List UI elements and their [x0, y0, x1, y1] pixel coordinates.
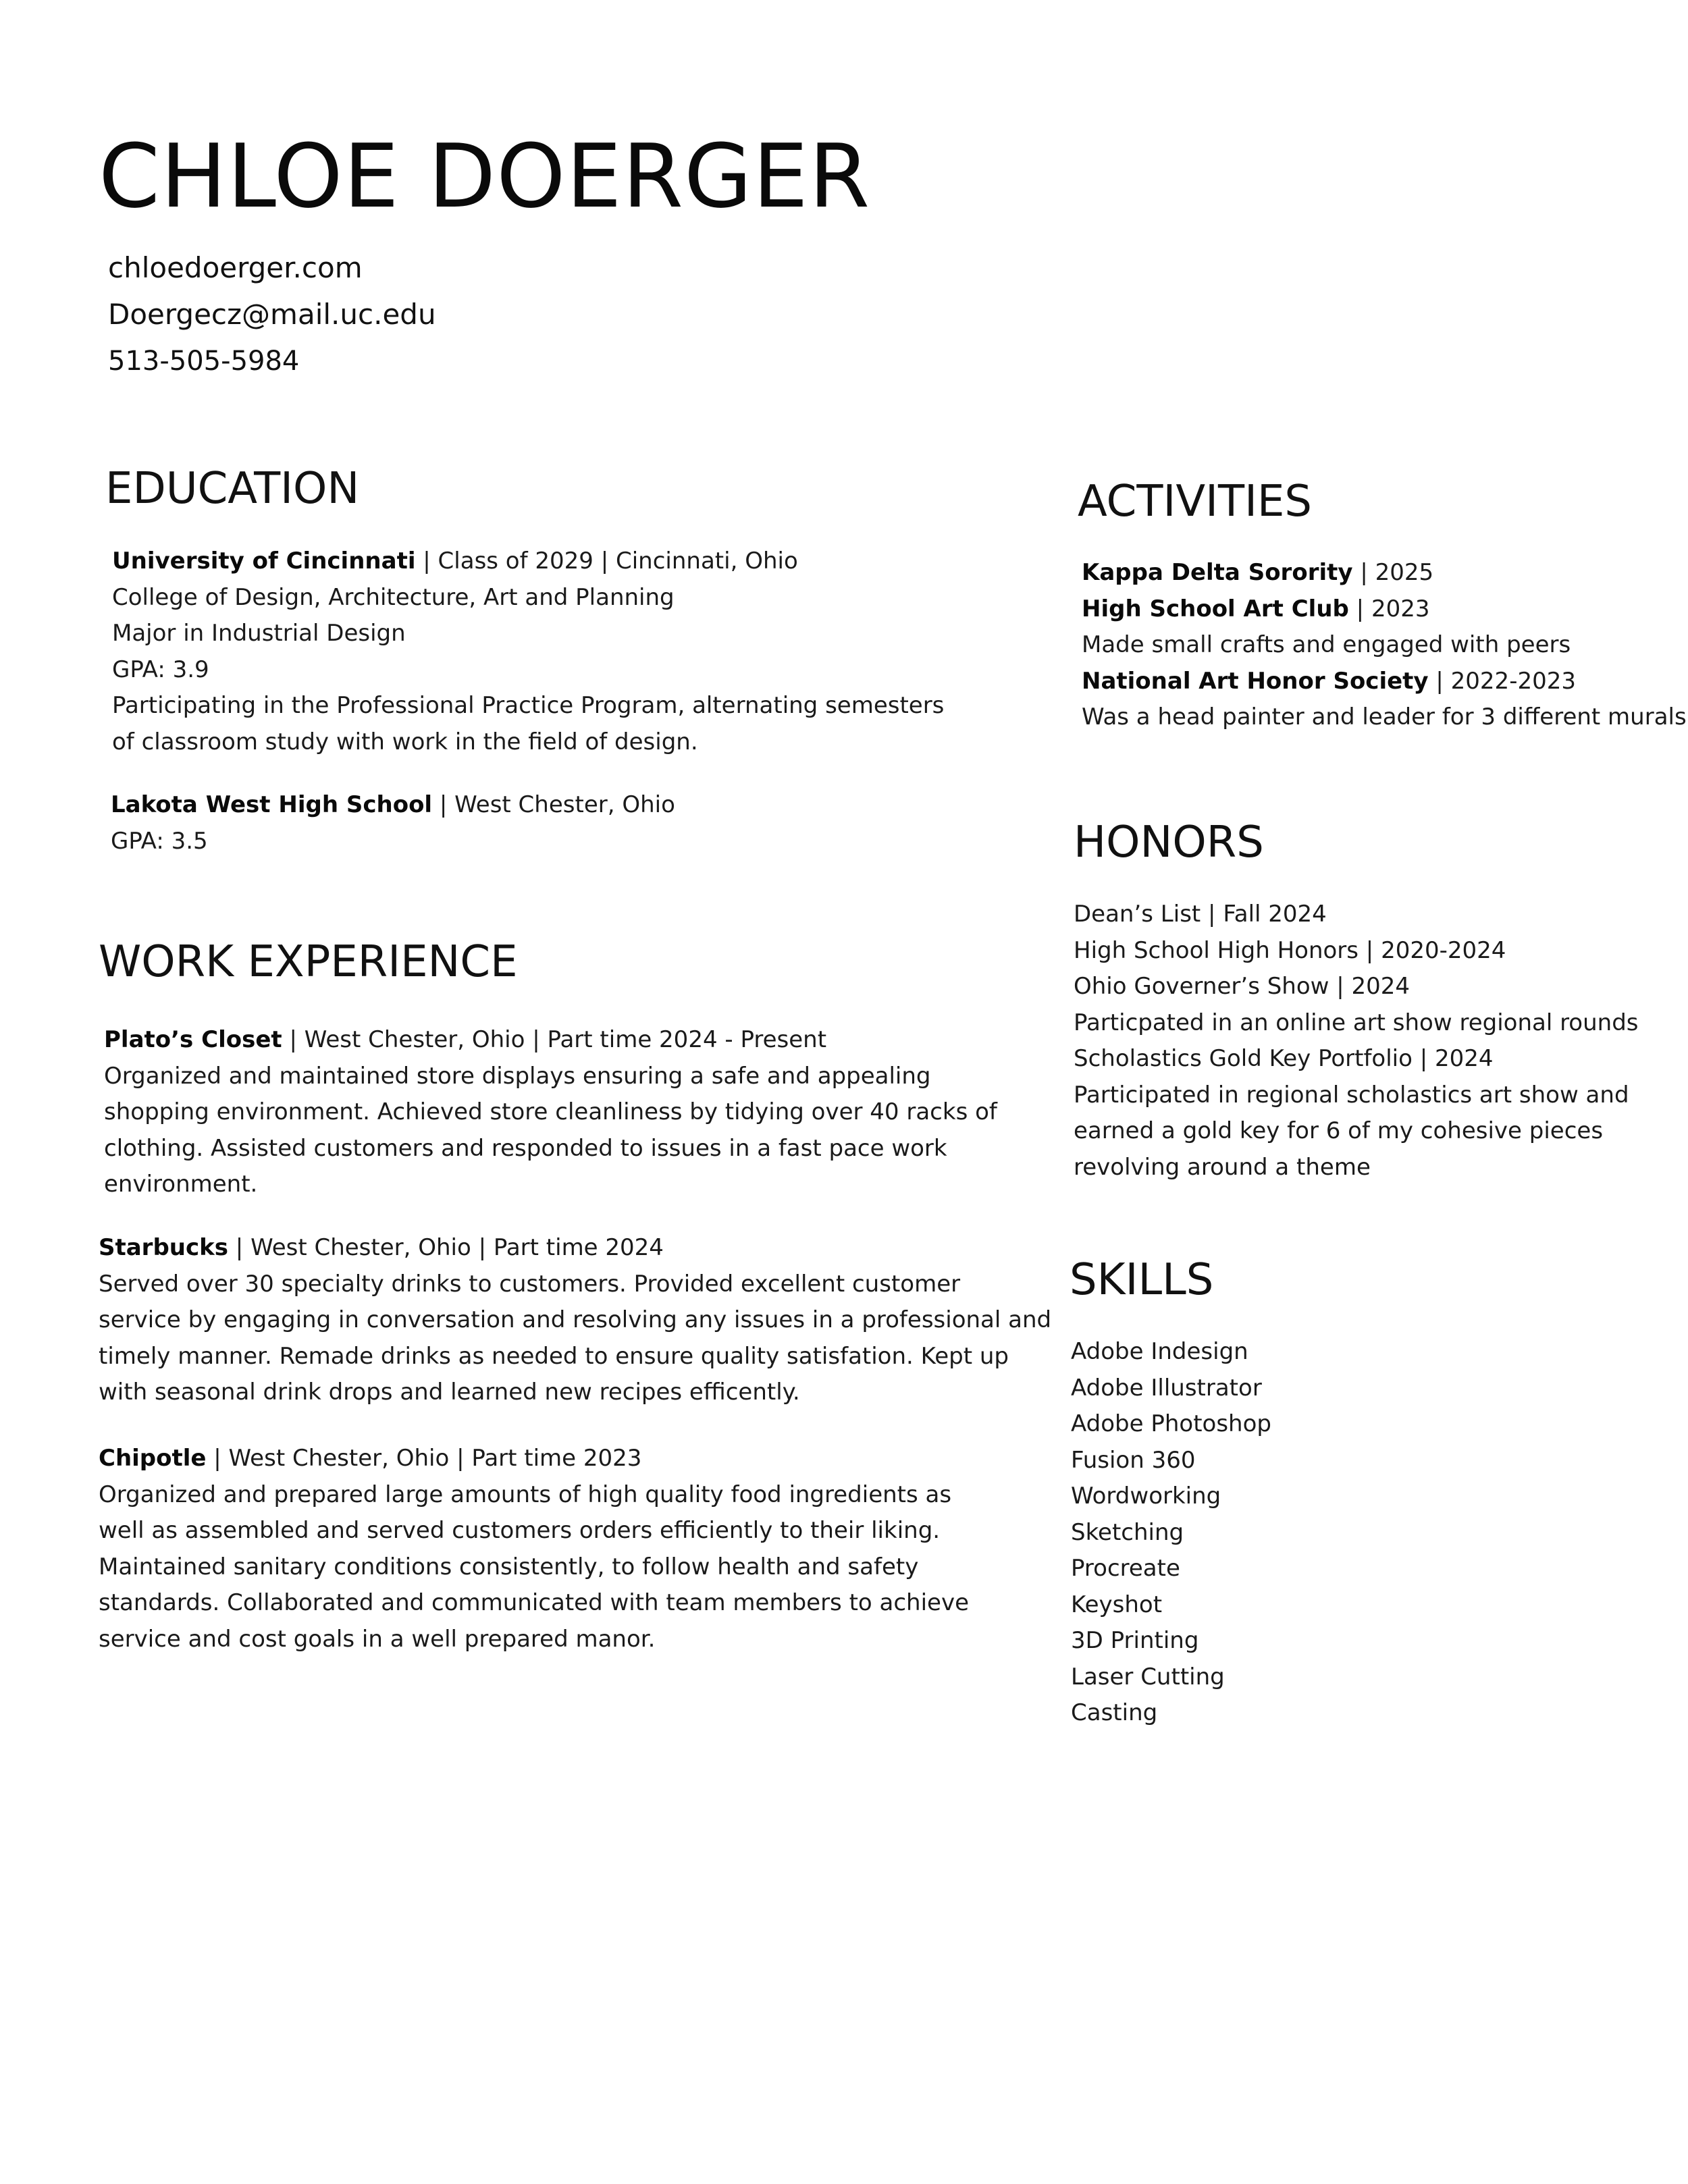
work-entry-platos-closet — [104, 1022, 997, 1203]
activity-description: Made small crafts and engaged with peers — [1082, 631, 1571, 658]
work-description-line: clothing. Assisted customers and responded to issues in a fast pace work — [104, 1134, 947, 1162]
activity-name: High School Art Club — [1082, 595, 1349, 622]
education-line: Major in Industrial Design — [112, 620, 406, 647]
resume-name: CHLOE DOERGER — [99, 125, 871, 228]
honor-line: High School High Honors | 2020-2024 — [1074, 936, 1506, 964]
honor-line: revolving around a theme — [1074, 1153, 1371, 1181]
employer-meta: | West Chester, Ohio | Part time 2023 — [206, 1445, 642, 1472]
activity-name: National Art Honor Society — [1082, 667, 1429, 695]
work-description-line: Served over 30 specialty drinks to customers. Provided excellent customer — [99, 1270, 961, 1298]
work-entry-chipotle — [99, 1441, 969, 1657]
work-description-line: service and cost goals in a well prepared manor. — [99, 1625, 656, 1653]
activity-meta: | 2025 — [1352, 559, 1434, 586]
work-description-line: Organized and prepared large amounts of high quality food ingredients as — [99, 1481, 952, 1508]
education-line: College of Design, Architecture, Art and Planning — [112, 583, 675, 611]
skill-item: Procreate — [1071, 1555, 1180, 1582]
email-link[interactable]: Doergecz@mail.uc.edu — [108, 298, 436, 331]
school-meta: | Class of 2029 | Cincinnati, Ohio — [415, 548, 798, 575]
work-description-line: service by engaging in conversation and resolving any issues in a professional and — [99, 1306, 1052, 1333]
skill-item: Adobe Indesign — [1071, 1338, 1248, 1365]
school-name: University of Cincinnati — [112, 548, 416, 575]
skill-item: Adobe Illustrator — [1071, 1374, 1262, 1402]
honor-line: Scholastics Gold Key Portfolio | 2024 — [1074, 1045, 1494, 1072]
honor-line: earned a gold key for 6 of my cohesive pieces — [1074, 1117, 1604, 1144]
work-description-line: with seasonal drink drops and learned new recipes efficently. — [99, 1379, 800, 1406]
work-description-line: timely manner. Remade drinks as needed to ensure quality satisfation. Kept up — [99, 1342, 1009, 1370]
skill-item: Wordworking — [1071, 1483, 1221, 1510]
phone-number: 513-505-5984 — [108, 346, 300, 377]
employer-meta: | West Chester, Ohio | Part time 2024 — [228, 1234, 664, 1261]
work-description-line: shopping environment. Achieved store cleanliness by tidying over 40 racks of — [104, 1098, 997, 1125]
skill-item: Fusion 360 — [1071, 1446, 1196, 1474]
work-experience-heading: WORK EXPERIENCE — [99, 937, 518, 987]
activities-heading: ACTIVITIES — [1078, 477, 1312, 527]
activity-meta: | 2022-2023 — [1428, 667, 1576, 695]
work-description-line: well as assembled and served customers orders efficiently to their liking. — [99, 1517, 941, 1544]
employer-name: Plato’s Closet — [104, 1026, 282, 1053]
skill-item: Adobe Photoshop — [1071, 1410, 1271, 1437]
honors-heading: HONORS — [1074, 818, 1264, 868]
work-entry-starbucks — [99, 1230, 1051, 1411]
skill-item: Casting — [1071, 1699, 1158, 1726]
education-line: GPA: 3.9 — [112, 656, 209, 683]
activities-list — [1082, 555, 1687, 736]
skill-item: Laser Cutting — [1071, 1663, 1225, 1690]
school-name: Lakota West High School — [111, 791, 433, 818]
skill-item: Keyshot — [1071, 1591, 1163, 1618]
honor-line: Ohio Governer’s Show | 2024 — [1074, 973, 1410, 1000]
education-heading: EDUCATION — [105, 464, 360, 514]
employer-name: Starbucks — [99, 1234, 228, 1261]
employer-meta: | West Chester, Ohio | Part time 2024 - Present — [282, 1026, 827, 1053]
skill-item: Sketching — [1071, 1518, 1184, 1546]
work-description-line: environment. — [104, 1171, 258, 1198]
activity-description: Was a head painter and leader for 3 different murals — [1082, 703, 1687, 730]
employer-name: Chipotle — [99, 1445, 207, 1472]
activity-name: Kappa Delta Sorority — [1082, 559, 1353, 586]
school-meta: | West Chester, Ohio — [432, 791, 675, 818]
honor-line: Particpated in an online art show regional rounds — [1074, 1009, 1639, 1036]
education-line: GPA: 3.5 — [111, 827, 208, 855]
work-description-line: standards. Collaborated and communicated with team members to achieve — [99, 1589, 969, 1616]
work-description-line: Maintained sanitary conditions consistently, to follow health and safety — [99, 1553, 919, 1580]
honor-line: Dean’s List | Fall 2024 — [1074, 901, 1327, 928]
skills-heading: SKILLS — [1070, 1255, 1214, 1305]
education-line: Participating in the Professional Practice Program, alternating semesters — [112, 692, 945, 719]
honor-line: Participated in regional scholastics art show and — [1074, 1081, 1629, 1109]
skill-item: 3D Printing — [1071, 1627, 1199, 1654]
honors-list — [1074, 897, 1639, 1186]
work-description-line: Organized and maintained store displays ensuring a safe and appealing — [104, 1062, 931, 1090]
activity-meta: | 2023 — [1348, 595, 1430, 622]
skills-list — [1071, 1334, 1271, 1732]
education-entry-lakota — [111, 787, 675, 859]
education-line: of classroom study with work in the field of design. — [112, 728, 698, 755]
website-link[interactable]: chloedoerger.com — [108, 251, 363, 284]
education-entry-uc — [112, 543, 944, 760]
